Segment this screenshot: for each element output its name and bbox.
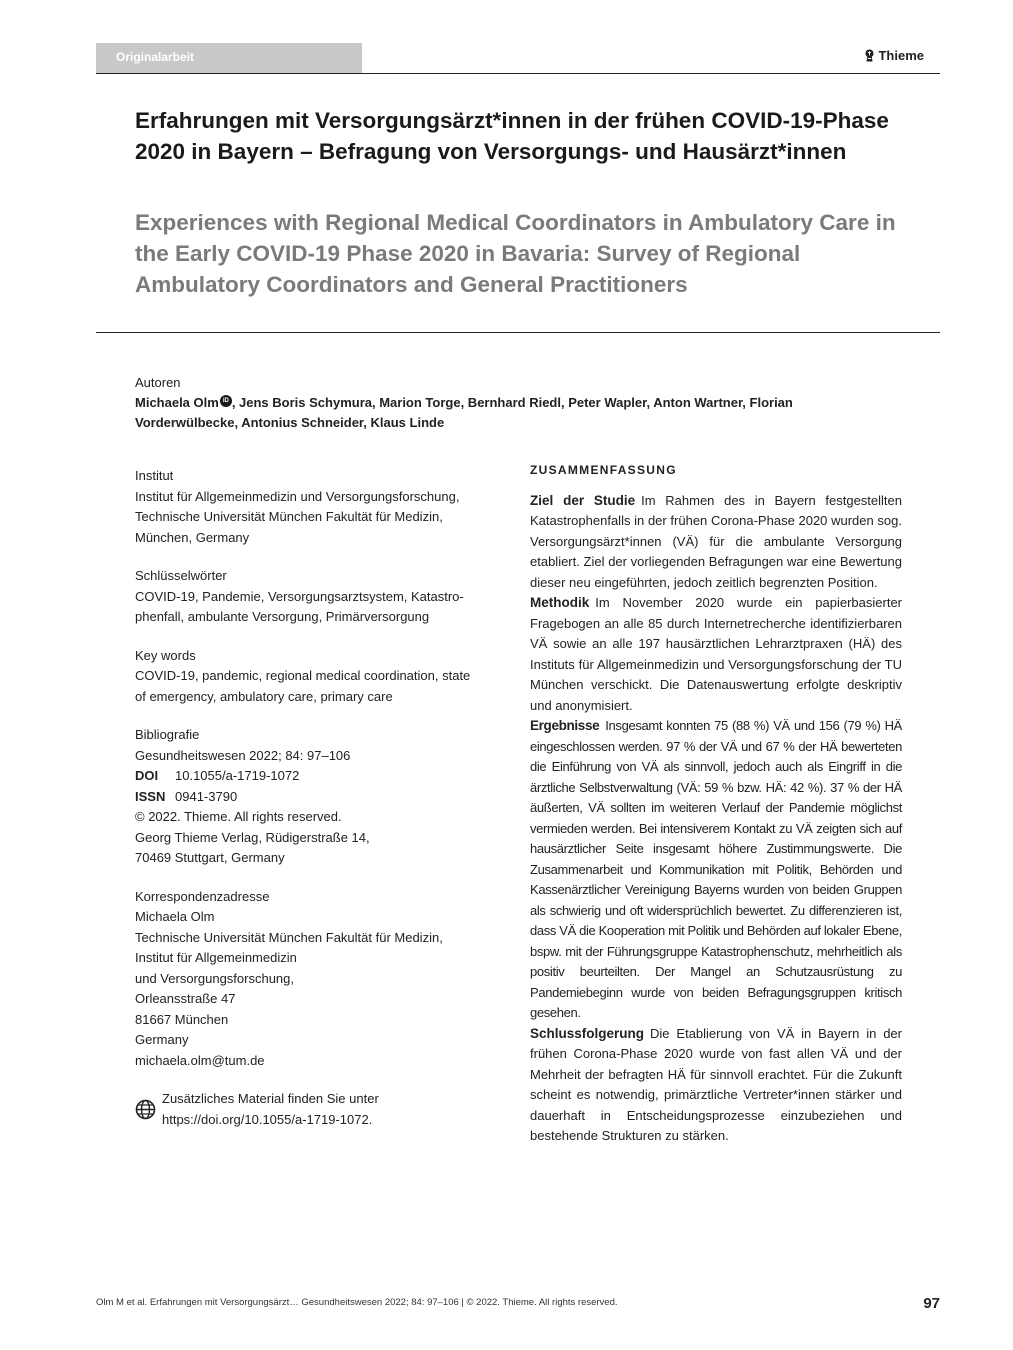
footer-citation: Olm M et al. Erfahrungen mit Versorgungsärzt… Gesundheitswesen 2022; 84: 97–106 | © 2022. Thieme. All rights reserved. [96,1297,618,1308]
abstract-section-label: Schlussfolgerung [530,1025,645,1041]
abstract-section-label: Ergebnisse [530,718,600,733]
abstract-column [530,460,902,1147]
institut-line: Institut für Allgemeinmedizin und Versorgungsforschung, [135,488,460,504]
article-title-german: Erfahrungen mit Versorgungsärzt*innen in der frühen COVID-19-Phase 2020 in Bayern – Befragung von Versorgungs- und Hausärzt*innen [135,108,889,164]
abstract-section-text: Insgesamt konnten 75 (88 %) VÄ und 156 (79 %) HÄ eingeschlossen werden. 97 % der VÄ und 67 % der HÄ bewerteten die Einführung von VÄ als sinnvoll, jedoch auch als Eingriff in die ärztliche Selbstverwaltung (VÄ: 59 % bzw. HÄ: 42 %). 37 % der HÄ äußerten, VÄ sollten im weiteren Verlauf der Pandemie möglichst vermieden werden. Bei intensiverem Kontakt zu VÄ zeigten sich auf hausärztlicher Seite insgesamt höhere Zustimmungswerte. Die Zusammenarbeit und Kommunikation mit Politik, Behörden und Kassenärztlicher Vereinigung Bayerns wurden von beiden Gruppen als schwierig und oft widersprüchlich bewertet. Zu differenzieren ist, dass VÄ die Kooperation mit Politik und Behörden auf lokaler Ebene, bspw. mit der Führungsgruppe Katastrophenschutz, mehrheitlich als positiv beurteilten. Der Mangel an Schutzausrüstung zu Pandemiebeginn wurde von beiden Befragungsgruppen kritisch gesehen. [530,718,902,1020]
doi-line [135,766,505,787]
title-divider [96,332,940,333]
email-link[interactable]: michaela.olm@tum.de [135,1052,265,1068]
keywords-de-label: Schlüsselwörter [135,568,227,583]
address-line: Michaela Olm [135,909,215,924]
publisher-logo [864,48,924,63]
publisher-address-line: Georg Thieme Verlag, Rüdigerstraße 14, [135,829,370,845]
keywords-de-block [135,566,505,628]
address-line: 81667 München [135,1011,229,1027]
issn-line [135,787,505,808]
keywords-de-line: phenfall, ambulante Versorgung, Primärversorgung [135,609,430,624]
article-title-english: Experiences with Regional Medical Coordinators in Ambulatory Care in the Early COVID-19 Phase 2020 in Bavaria: Survey of Regional Ambulatory Coordinators and General Practitioners [135,210,896,297]
abstract-section-ziel [530,491,902,594]
institut-line: München, Germany [135,529,250,545]
keywords-de-line: COVID-19, Pandemie, Versorgungsarztsystem, Katastro- [135,588,464,604]
supplementary-link[interactable]: https://doi.org/10.1055/a-1719-1072. [162,1111,373,1127]
supplementary-material [135,1089,505,1130]
bibliografie-label: Bibliografie [135,727,200,742]
first-author: Michaela Olm [135,395,219,410]
korrespondenz-label: Korrespondenzadresse [135,888,270,904]
address-line: Institut für Allgemeinmedizin [135,950,297,965]
institut-block [135,466,505,548]
keywords-en-block [135,646,505,708]
co-authors: , Jens Boris Schymura, Marion Torge, Bernhard Riedl, Peter Wapler, Anton Wartner, Florian Vorderwülbecke, Antonius Schneider, Klaus Linde [135,395,793,430]
doi-label: DOI [135,768,159,783]
abstract-section-text: Die Etablierung von VÄ in Bayern in der frühen Corona-Phase 2020 wurde von fast allen VÄ und der Mehrheit der befragten HÄ für sinnvoll erachtet. Für die Zukunft scheint es notwendig, primärztliche Vertreter*innen stärker und dauerhaft in Entscheidungsprozesse einzubeziehen und bestehende Strukturen zu stärken. [530,1025,902,1143]
bibliografie-block [135,725,505,869]
orcid-icon[interactable]: iD [220,395,232,407]
section-tag: Originalarbeit [96,43,362,73]
institut-line: Technische Universität München Fakultät für Medizin, [135,509,443,524]
institut-label: Institut [135,468,174,483]
address-line: Germany [135,1032,189,1047]
abstract-section-label: Methodik [530,595,590,610]
publisher-name: Thieme [878,48,924,63]
journal-citation: Gesundheitswesen 2022; 84: 97–106 [135,747,351,763]
issn-label: ISSN [135,788,166,804]
abstract-heading: ZUSAMMENFASSUNG [530,463,677,477]
thieme-emblem-icon [864,49,875,62]
keywords-en-label: Key words [135,647,196,663]
abstract-section-label: Ziel der Studie [530,492,636,508]
keywords-en-line: COVID-19, pandemic, regional medical coordination, state [135,668,471,683]
abstract-section-text: Im November 2020 wurde ein papierbasierter Fragebogen an alle 85 durch Internetrecherche identifizierbaren VÄ sowie an alle 197 hausärztlichen Lehrarztpraxen (HÄ) des Instituts für Allgemeinmedizin und Versorgungsforschung der TU München verschickt. Die Datenauswertung erfolgte deskriptiv und anonymisiert. [530,595,902,713]
copyright-line: © 2022. Thieme. All rights reserved. [135,809,342,824]
page-number: 97 [923,1295,940,1312]
doi-value[interactable]: 10.1055/a-1719-1072 [175,768,300,783]
publisher-address-line: 70469 Stuttgart, Germany [135,850,285,865]
authors-label: Autoren [135,375,181,390]
globe-icon [135,1089,156,1130]
issn-value: 0941-3790 [175,788,238,804]
authors-list [135,393,855,432]
header-divider [96,73,940,74]
abstract-section-schlussfolgerung [530,1024,902,1147]
keywords-en-line: of emergency, ambulatory care, primary care [135,688,393,704]
abstract-section-ergebnisse [530,716,902,1024]
abstract-section-text: Im Rahmen des in Bayern festgestellten Katastrophenfalls in der frühen Corona-Phase 2020 wurden sog. Versorgungsärzt*innen (VÄ) für die ambulante Versorgung etabliert. Ziel der vorliegenden Befragungen war eine Bewertung dieser neu eingeführten, jedoch zeitlich begrenzten Position. [530,492,902,590]
korrespondenz-block [135,887,505,1072]
supplementary-text [162,1089,379,1130]
abstract-section-methodik [530,593,902,716]
address-line: und Versorgungsforschung, [135,970,294,986]
address-line: Technische Universität München Fakultät für Medizin, [135,929,443,945]
article-info-column [135,466,505,1130]
supplementary-line: Zusätzliches Material finden Sie unter [162,1091,379,1106]
address-line: Orleansstraße 47 [135,991,236,1006]
